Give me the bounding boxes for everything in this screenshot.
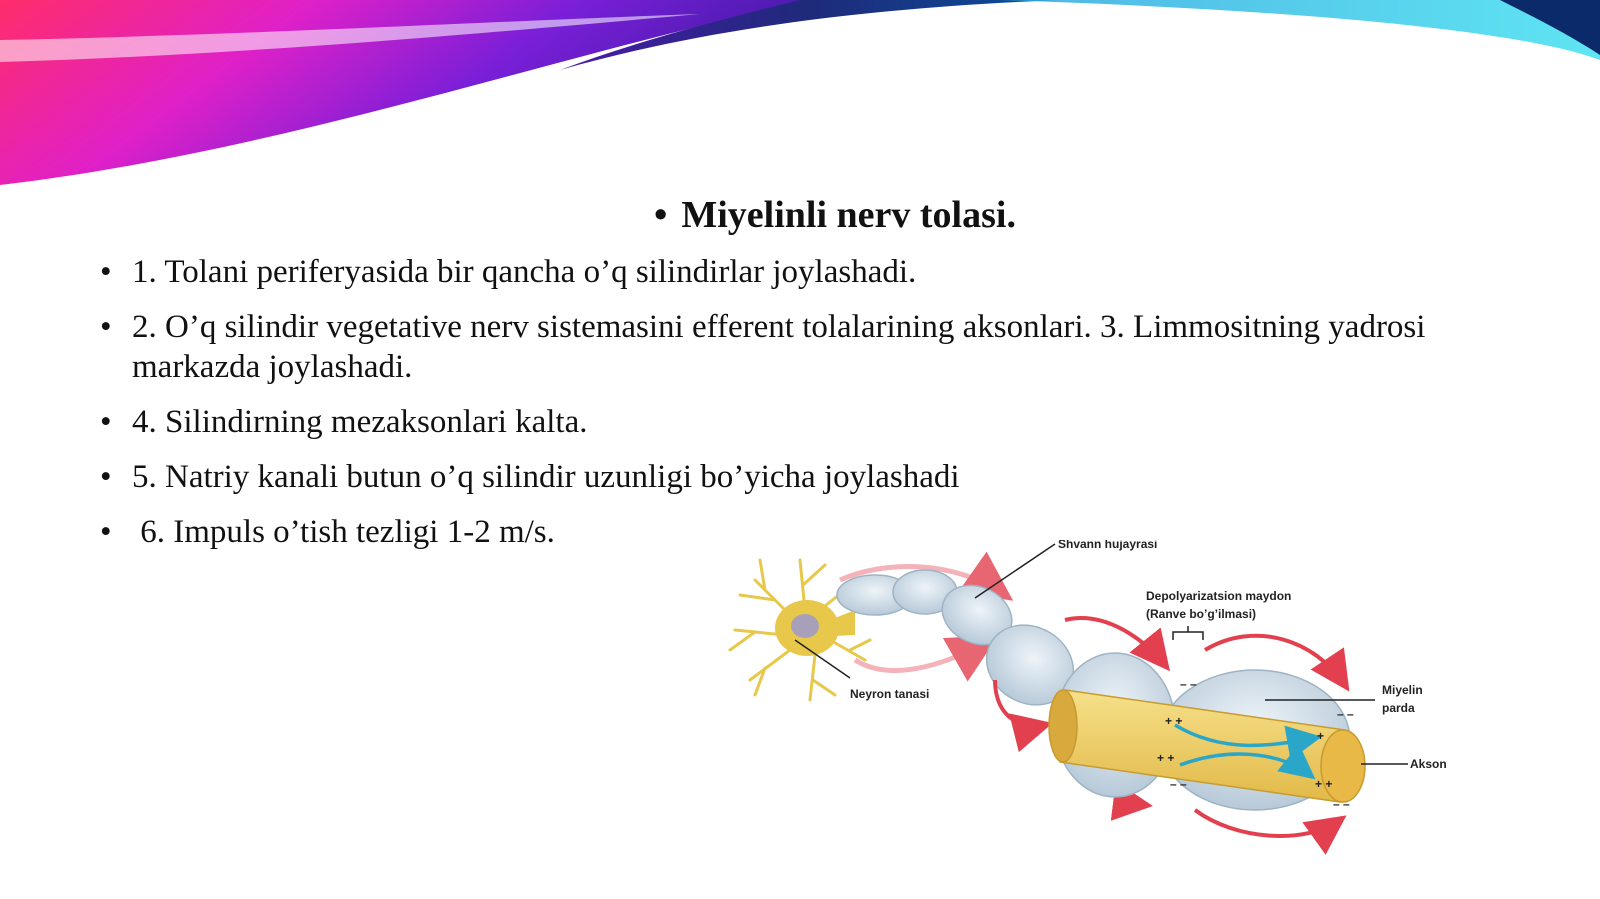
title-bullet: • — [654, 194, 668, 236]
label-neuron-body: Neyron tanasi — [850, 687, 930, 701]
label-myelin-1: Miyelin — [1382, 683, 1423, 697]
bullet-list — [100, 252, 1480, 567]
list-item — [100, 402, 1480, 442]
label-depolarization-2: (Ranve bo’g’ilmasi) — [1146, 607, 1257, 621]
label-myelin-2: parda — [1382, 701, 1415, 715]
slide-title — [0, 190, 1600, 240]
list-item — [100, 457, 1480, 497]
bullet-dot: • — [100, 254, 112, 290]
svg-text:– –: – – — [1333, 797, 1350, 811]
title-text: Miyelinli nerv tolasi. — [681, 194, 1016, 236]
list-item-text: 2. O’q silindir vegetative nerv sistemasini efferent tolalarining aksonlari. 3. Limmositning yadrosi markazda joylashadi. — [132, 309, 1426, 385]
svg-text:+: + — [1317, 729, 1325, 743]
myelinated-nerve-diagram — [725, 540, 1485, 870]
svg-text:+ +: + + — [1157, 751, 1175, 765]
list-item — [100, 252, 1480, 292]
svg-text:– –: – – — [1170, 777, 1187, 791]
label-depolarization-1: Depolyarizatsion maydon — [1146, 589, 1292, 603]
bullet-dot: • — [100, 309, 112, 345]
list-item — [100, 307, 1480, 387]
bullet-dot: • — [100, 404, 112, 440]
label-schwann-cell: Shvann hujayrasi — [1058, 540, 1158, 551]
bullet-dot: • — [100, 514, 112, 550]
list-item-text: 6. Impuls o’tish tezligi 1-2 m/s. — [132, 514, 555, 550]
svg-text:+ +: + + — [1315, 777, 1333, 791]
svg-text:– –: – – — [1180, 677, 1197, 691]
label-axon: Akson — [1410, 757, 1447, 771]
list-item-text: 5. Natriy kanali butun o’q silindir uzunligi bo’yicha joylashadi — [132, 459, 960, 495]
list-item-text: 1. Tolani periferyasida bir qancha o’q silindirlar joylashadi. — [132, 254, 917, 290]
decorative-banner — [0, 0, 1600, 200]
list-item-text: 4. Silindirning mezaksonlari kalta. — [132, 404, 588, 440]
svg-text:– –: – – — [1337, 707, 1354, 721]
svg-text:+ +: + + — [1165, 714, 1183, 728]
bullet-dot: • — [100, 459, 112, 495]
